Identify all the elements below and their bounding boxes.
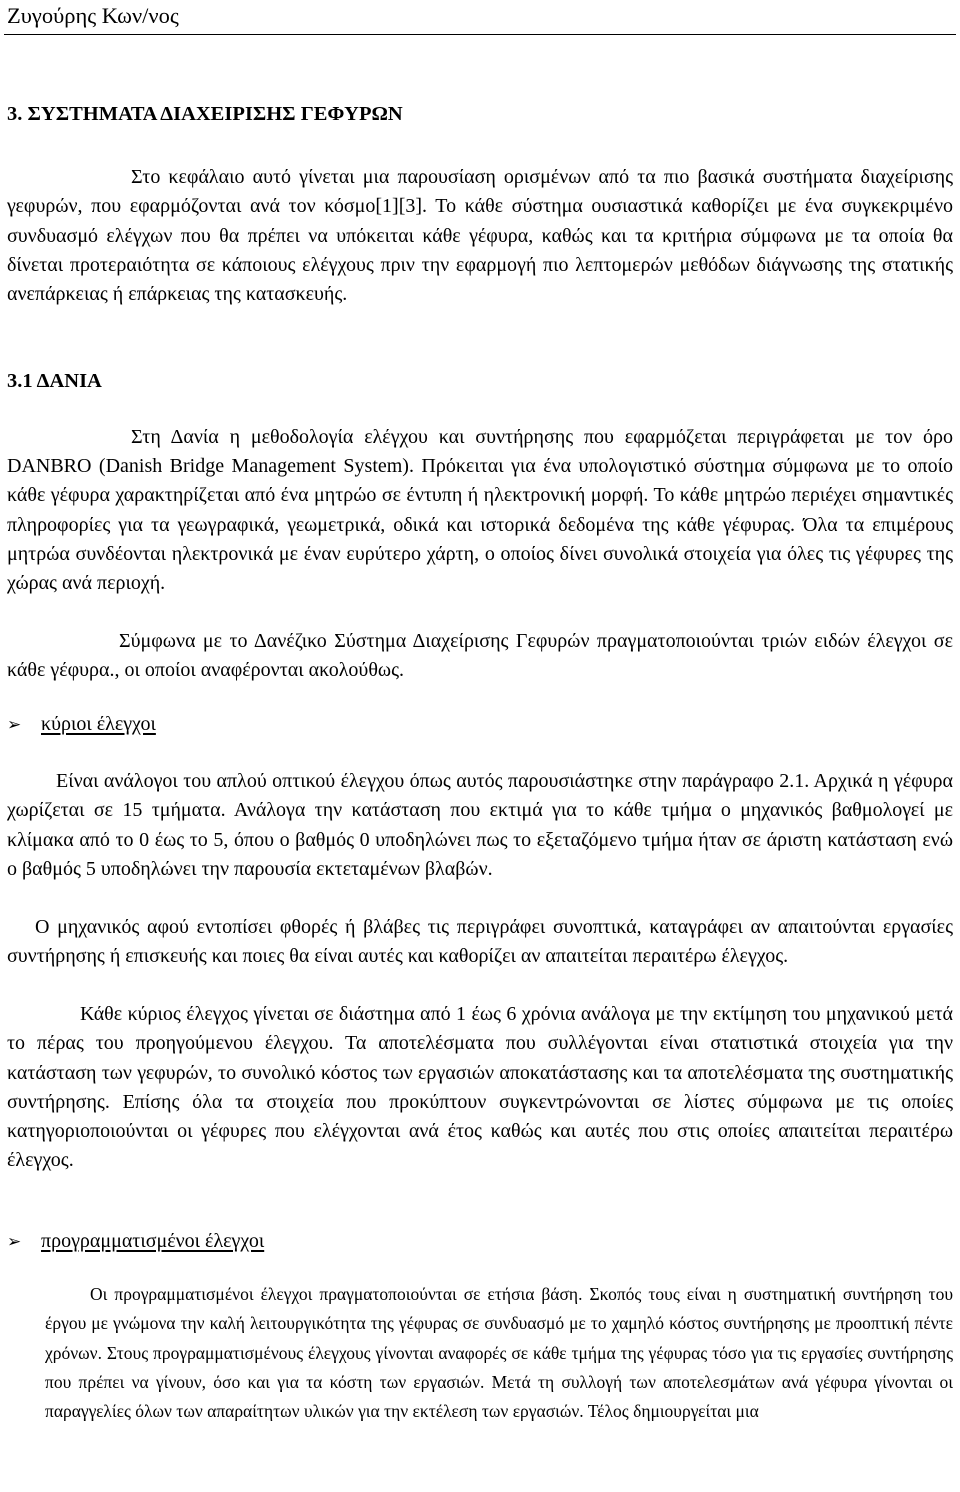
- section-title: 3. ΣΥΣΤΗΜΑΤΑ ΔΙΑΧΕΙΡΙΣΗΣ ΓΕΦΥΡΩΝ: [7, 103, 403, 125]
- header-rule: [4, 34, 956, 35]
- main-inspections-paragraph-1: Είναι ανάλογοι του απλού οπτικού έλεγχου όπως αυτός παρουσιάστηκε στην παράγραφο 2.1. Αρχικά η γέφυρα χωρίζεται σε 15 τμήματα. Ανάλογα την κατάσταση που εκτιμά για το κάθε τμήμα ο μηχανικός βαθμολογεί με κλίμακα από το 0 έως το 5, όπου ο βαθμός 0 υποδηλώνει πως το εξεταζόμενο τμήμα ήταν σε άριστη κατάσταση ενώ ο βαθμός 5 υποδηλώνει την παρουσία εκτεταμένων βλαβών.: [7, 770, 953, 880]
- main-inspections-paragraph-2: Ο μηχανικός αφού εντοπίσει φθορές ή βλάβες τις περιγράφει συνοπτικά, καταγράφει αν απαιτούνται εργασίες συντήρησης ή επισκευής και ποιες θα είναι αυτές και καθορίζει αν απαιτείται περαιτέρω έλεγχος.: [7, 916, 953, 968]
- arrow-bullet-icon: ➢: [7, 715, 22, 735]
- section-intro-paragraph: Στο κεφάλαιο αυτό γίνεται μια παρουσίαση ορισμένων από τα πιο βασικά συστήματα διαχείρισης γεφυρών, που εφαρμόζονται ανά τον κόσμο[1][3]. Το κάθε σύστημα ουσιαστικά καθορίζει με ένα συγκεκριμένο συνδυασμό ελέγχων που θα πρέπει να υπόκειται κάθε γέφυρα, καθώς και τα κριτήρια σύμφωνα με τα οποία θα δίνεται προτεραιότητα σε κάποιους ελέγχους πριν την εφαρμογή πιο λεπτομερών μεθόδων διάγνωσης της στατικής ανεπάρκειας ή επάρκειας της κατασκευής.: [7, 166, 953, 306]
- arrow-bullet-icon: ➢: [7, 1232, 22, 1252]
- bullet-label: κύριοι έλεγχοι: [41, 713, 156, 735]
- subsection-paragraph-2: Σύμφωνα με το Δανέζικο Σύστημα Διαχείρισης Γεφυρών πραγματοποιούνται τριών ειδών έλεγχοι σε κάθε γέφυρα., οι οποίοι αναφέρονται ακολούθως.: [7, 630, 953, 682]
- bullet-label: προγραμματισμένοι έλεγχοι: [41, 1230, 265, 1252]
- header-author: Ζυγούρης Κων/νος: [7, 3, 179, 28]
- bullet-scheduled-inspections: [7, 1227, 264, 1256]
- scheduled-inspections-paragraph: Οι προγραμματισμένοι έλεγχοι πραγματοποιούνται σε ετήσια βάση. Σκοπός τους είναι η συστηματική συντήρηση του έργου με γνώμονα την καλή λειτουργικότητα της γέφυρας σε συνδυασμό με το χαμηλό κόστος συντήρησης με προοπτική πέντε χρόνων. Στους προγραμματισμένους έλεγχους γίνονται αναφορές σε κάθε τμήμα της γέφυρας τόσο για τις εργασίες συντήρησης που πρέπει να γίνουν, όσο και για τα κόστη των εργασιών. Μετά τη συλλογή των αποτελεσμάτων ανά γέφυρα γίνονται οι παραγγελίες όλων των απαραίτητων υλικών για την εκτέλεση των εργασιών. Τέλος δημιουργείται μια: [45, 1284, 953, 1422]
- subsection-paragraph-1: Στη Δανία η μεθοδολογία ελέγχου και συντήρησης που εφαρμόζεται περιγράφεται με τον όρο DANBRO (Danish Bridge Management System). Πρόκειται για ένα υπολογιστικό σύστημα σύμφωνα με το οποίο κάθε γέφυρα χαρακτηρίζεται από ένα μητρώο σε έντυπη ή ηλεκτρονική μορφή. Το κάθε μητρώο περιέχει σημαντικές πληροφορίες για τα γεωγραφικά, γεωμετρικά, οδικά και ιστορικά δεδομένα της κάθε γέφυρας. Όλα τα επιμέρους μητρώα συνδέονται ηλεκτρονικά με έναν ευρύτερο χάρτη, ο οποίος δίνει συνολικά στοιχεία για όλες τις γέφυρες της χώρας ανά περιοχή.: [7, 426, 953, 595]
- main-inspections-paragraph-3: Κάθε κύριος έλεγχος γίνεται σε διάστημα από 1 έως 6 χρόνια ανάλογα με την εκτίμηση του μηχανικού μετά το πέρας του προηγούμενου έλεγχου. Τα αποτελέσματα που συλλέγονται είναι στατιστικά στοιχεία για την κατάσταση των γεφυρών, το συνολικό κόστος των εργασιών αποκατάστασης και τα αποτελέσματα της συστηματικής συντήρησης. Επίσης όλα τα στοιχεία που προκύπτουν συγκεντρώνονται σε λίστες σύμφωνα με τις οποίες κατηγοριοποιούνται οι γέφυρες που ελέγχονται ανά έτος καθώς και αυτές που στις οποίες απαιτείται περαιτέρω έλεγχος.: [7, 1003, 953, 1172]
- subsection-title: 3.1 ΔΑΝΙΑ: [7, 370, 102, 392]
- bullet-main-inspections: [7, 710, 156, 739]
